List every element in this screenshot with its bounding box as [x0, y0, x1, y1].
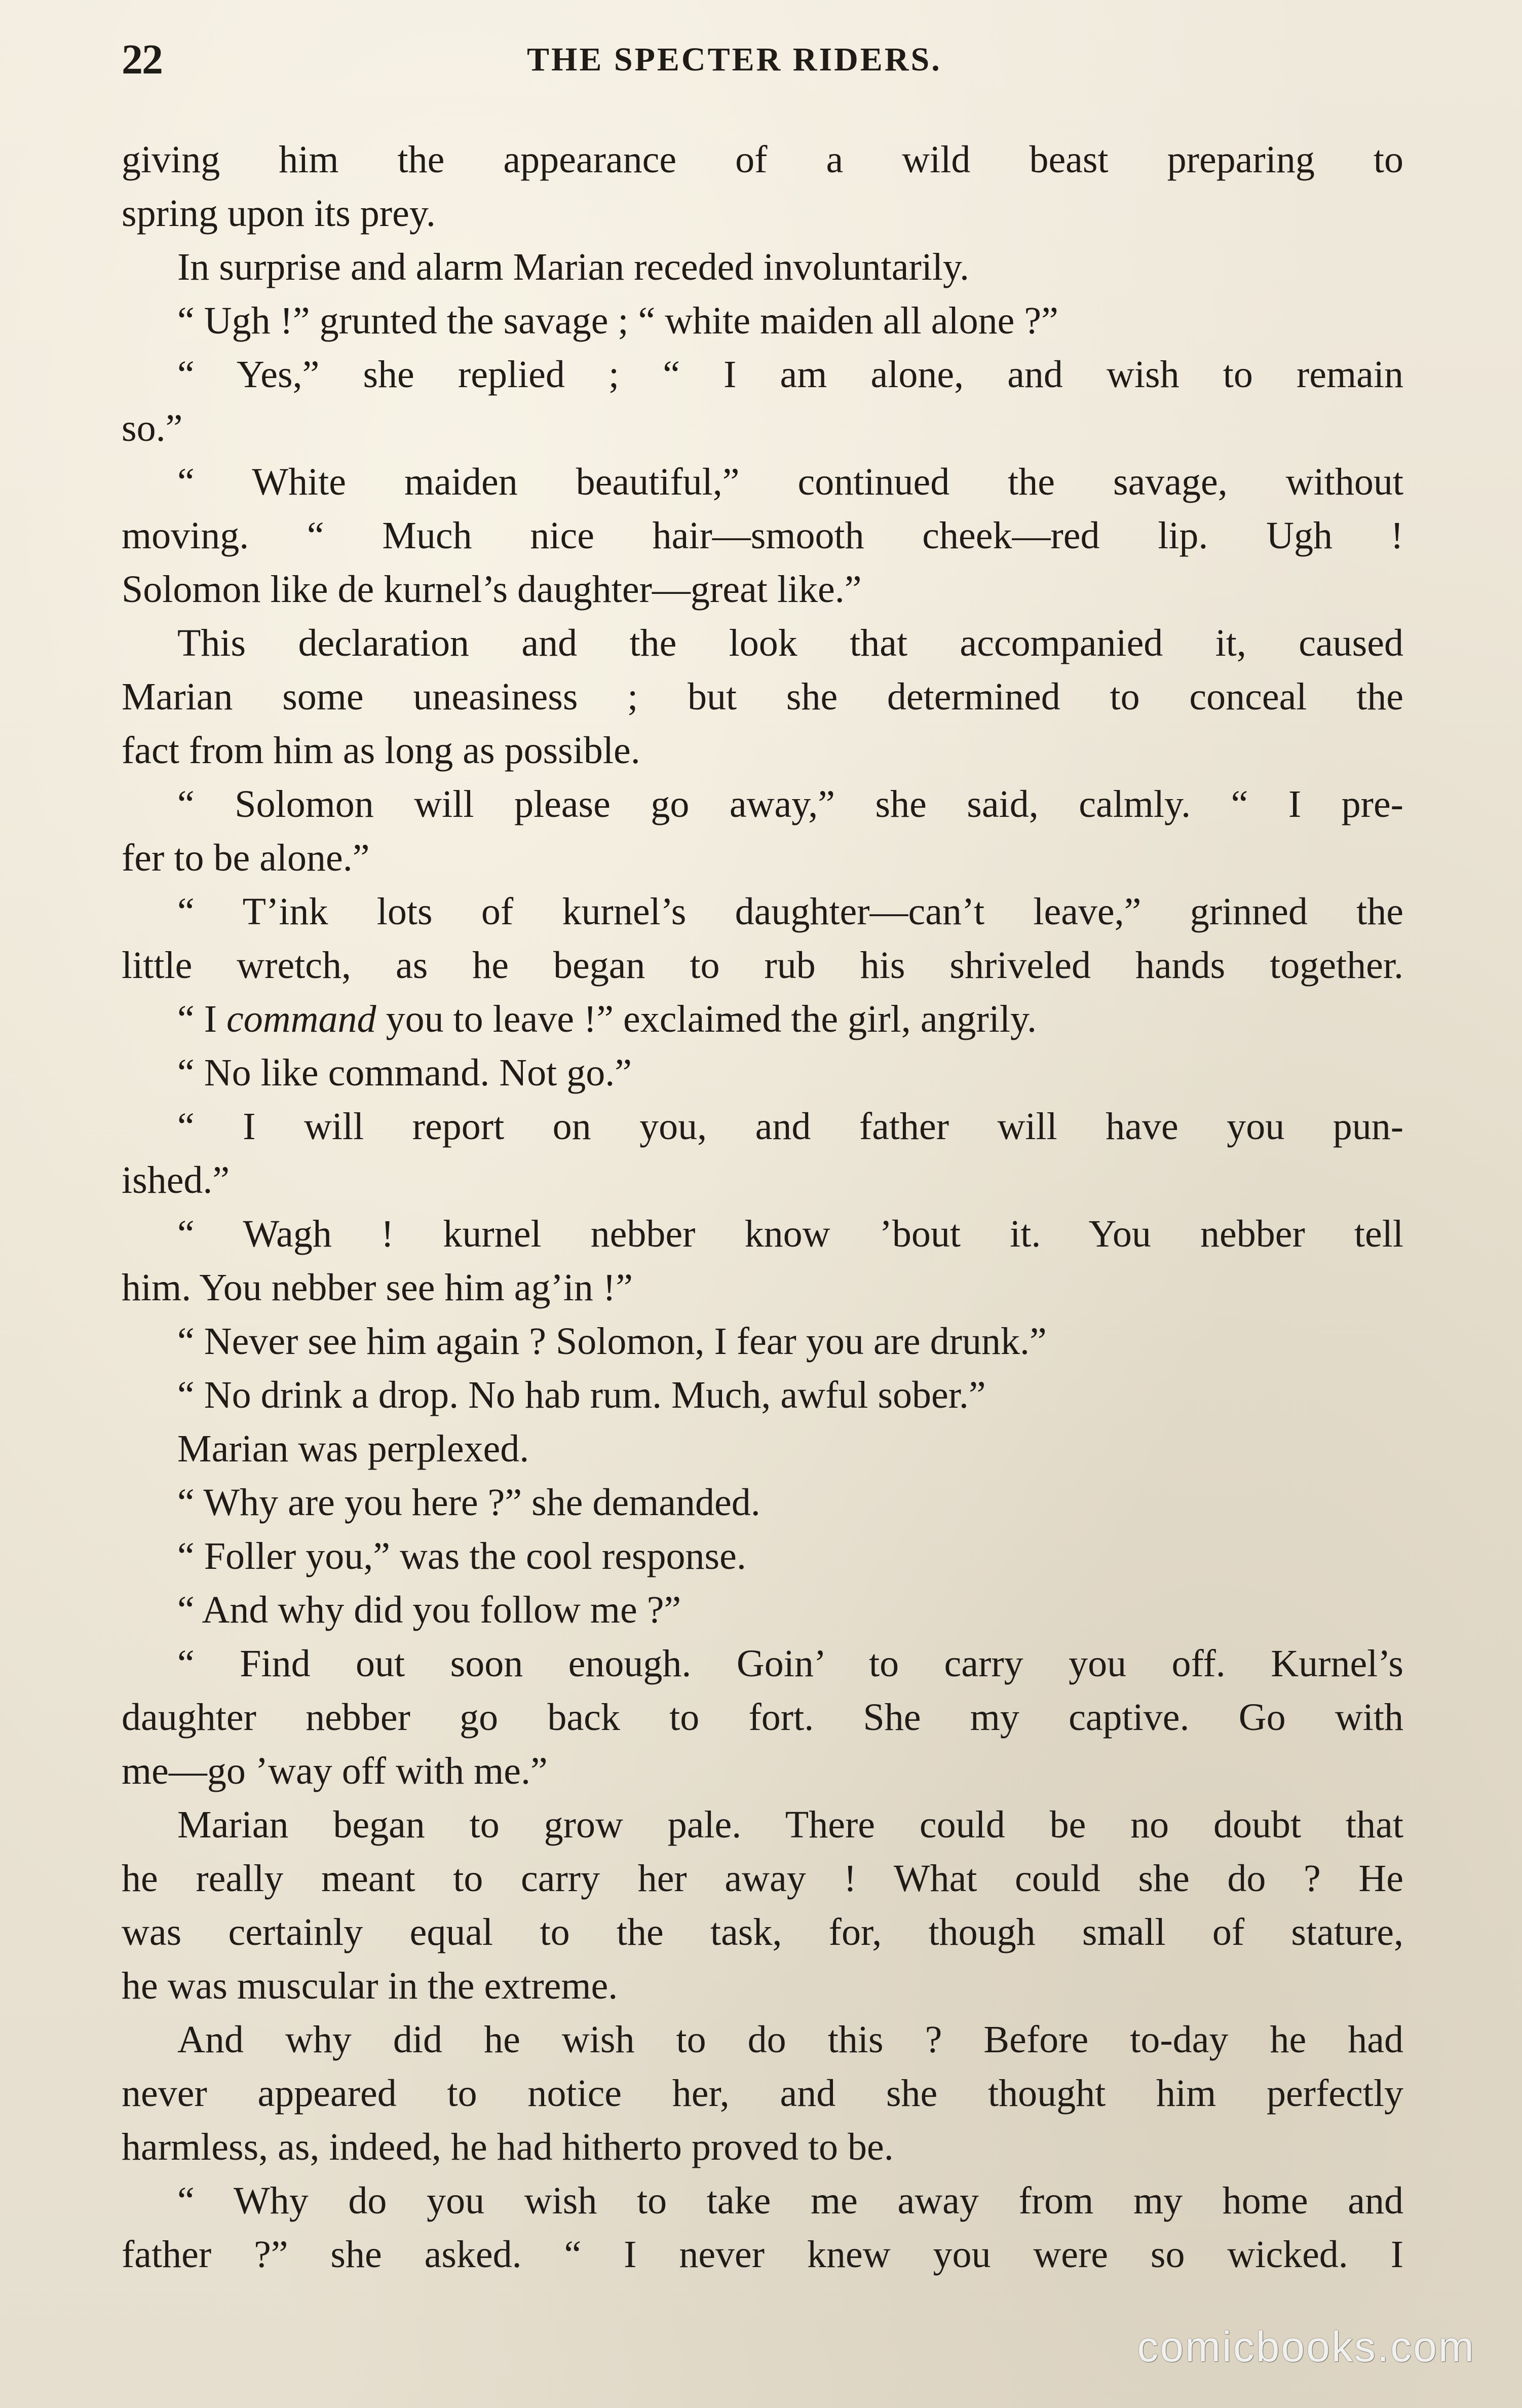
text-line: never appeared to notice her, and she thought him perfectly: [122, 2072, 1403, 2115]
text-line: “ White maiden beautiful,” continued the savage, without: [177, 461, 1403, 503]
body-text: [122, 133, 1403, 2281]
watermark: comicbooks.com: [1137, 2323, 1475, 2371]
text-line: giving him the appearance of a wild beast preparing to: [122, 138, 1403, 181]
text-line: “ Find out soon enough. Goin’ to carry you off. Kurnel’s: [177, 1642, 1403, 1685]
text-line: moving. “ Much nice hair—smooth cheek—red lip. Ugh !: [122, 514, 1403, 557]
page-number: 22: [122, 36, 162, 83]
text-line: little wretch, as he began to rub his shriveled hands together.: [122, 944, 1403, 987]
text-line: he really meant to carry her away ! What could she do ? He: [122, 1857, 1403, 1900]
text-line: “ And why did you follow me ?”: [177, 1589, 681, 1631]
text-line: “ Why are you here ?” she demanded.: [177, 1481, 760, 1524]
text-line: him. You nebber see him ag’in !”: [122, 1266, 633, 1309]
text-line: “ Ugh !” grunted the savage ; “ white maiden all alone ?”: [177, 299, 1058, 342]
text-line: he was muscular in the extreme.: [122, 1965, 618, 2007]
text-line: was certainly equal to the task, for, though small of stature,: [122, 1911, 1403, 1953]
text-line: me—go ’way off with me.”: [122, 1750, 548, 1792]
text-line: “ I command you to leave !” exclaimed the girl, angrily.: [177, 998, 1037, 1040]
text-line: harmless, as, indeed, he had hitherto proved to be.: [122, 2126, 894, 2168]
bleed-through-page-number: [49, 2, 84, 46]
text-line: spring upon its prey.: [122, 192, 436, 235]
text-line: “ I will report on you, and father will have you pun-: [177, 1105, 1403, 1148]
bleed-through-mark: [49, 2, 84, 37]
text-line: “ Wagh ! kurnel nebber know ’bout it. You nebber tell: [177, 1213, 1403, 1255]
page-header: [122, 29, 1403, 90]
text-line: “ No drink a drop. No hab rum. Much, awful sober.”: [177, 1374, 986, 1416]
running-head: THE SPECTER RIDERS.: [527, 41, 942, 78]
text-line: Solomon like de kurnel’s daughter—great like.”: [122, 568, 862, 611]
text-line: Marian was perplexed.: [177, 1427, 529, 1470]
text-line: “ No like command. Not go.”: [177, 1051, 632, 1094]
text-line: fer to be alone.”: [122, 837, 370, 879]
text-line: And why did he wish to do this ? Before to-day he had: [177, 2018, 1403, 2061]
text-line: fact from him as long as possible.: [122, 729, 640, 772]
text-line: father ?” she asked. “ I never knew you were so wicked. I: [122, 2233, 1403, 2276]
text-line: “ Yes,” she replied ; “ I am alone, and wish to remain: [177, 353, 1403, 396]
text-line: In surprise and alarm Marian receded involuntarily.: [177, 246, 970, 288]
text-line: “ Solomon will please go away,” she said, calmly. “ I pre-: [177, 783, 1403, 825]
text-line: daughter nebber go back to fort. She my captive. Go with: [122, 1696, 1403, 1739]
text-line: “ Never see him again ? Solomon, I fear you are drunk.”: [177, 1320, 1047, 1363]
text-line: “ Why do you wish to take me away from my home and: [177, 2179, 1403, 2222]
text-line: ished.”: [122, 1159, 230, 1201]
text-line: “ T’ink lots of kurnel’s daughter—can’t leave,” grinned the: [177, 890, 1403, 933]
text-line: This declaration and the look that accompanied it, caused: [177, 622, 1403, 664]
text-line: Marian some uneasiness ; but she determined to conceal the: [122, 675, 1403, 718]
text-line: Marian began to grow pale. There could be no doubt that: [177, 1803, 1403, 1846]
emphasized-word: command: [226, 998, 376, 1040]
text-line: “ Foller you,” was the cool response.: [177, 1535, 746, 1577]
text-line: so.”: [122, 407, 183, 449]
